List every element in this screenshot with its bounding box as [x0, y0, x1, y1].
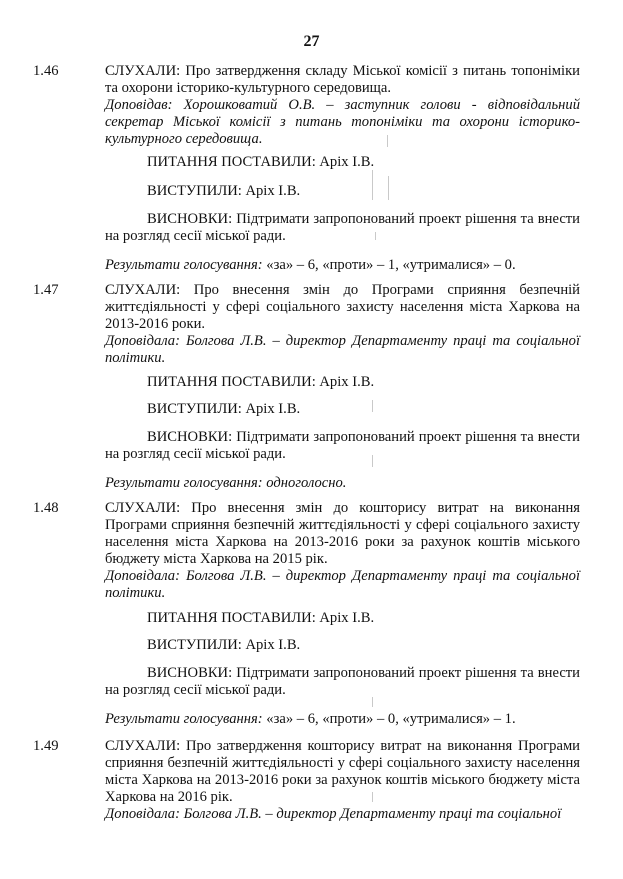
- vote-text: «за» – 6, «проти» – 0, «утрималися» – 1.: [266, 711, 516, 727]
- scan-mark: [375, 232, 376, 240]
- heard-label: СЛУХАЛИ:: [105, 63, 181, 79]
- questions-line: ПИТАННЯ ПОСТАВИЛИ: Аріх І.В.: [147, 374, 375, 390]
- page-number: 27: [303, 33, 320, 50]
- conclusions-paragraph: ВИСНОВКИ: Підтримати запропонований проект рішення та внести на розгляд сесії міської ради.: [105, 665, 580, 698]
- heard-paragraph: [105, 282, 580, 333]
- speaker-paragraph: [105, 333, 580, 367]
- questions-line: ПИТАННЯ ПОСТАВИЛИ: Аріх І.В.: [147, 610, 375, 626]
- item-number: 1.46: [33, 63, 59, 79]
- spoke-line: ВИСТУПИЛИ: Аріх І.В.: [147, 637, 301, 653]
- spoke-line: ВИСТУПИЛИ: Аріх І.В.: [147, 401, 301, 417]
- vote-label: Результати голосування:: [105, 257, 263, 273]
- scan-mark: [388, 176, 389, 200]
- heard-label: СЛУХАЛИ:: [105, 500, 181, 516]
- scan-mark: [372, 170, 373, 200]
- speaker-text: Хорошковатий О.В. – заступник голови - відповідальний секретар Міської комісії з питань топоніміки та охорони історико-культурного середовища.: [105, 97, 580, 147]
- heard-text: Про затвердження складу Міської комісії з питань топоніміки та охорони історико-культурного середовища.: [105, 63, 580, 96]
- heard-paragraph: [105, 63, 580, 97]
- scan-mark: [372, 792, 373, 802]
- questions-line: ПИТАННЯ ПОСТАВИЛИ: Аріх І.В.: [147, 154, 375, 170]
- speaker-paragraph: [105, 806, 580, 823]
- scan-mark: [372, 697, 373, 707]
- speaker-text: Болгова Л.В. – директор Департаменту праці та соціальної: [183, 806, 562, 822]
- heard-text: Про внесення змін до Програми сприяння безпечній життєдіяльності у сфері соціального захисту населення міста Харкова на 2013-2016 роки.: [105, 282, 580, 332]
- spoke-line: ВИСТУПИЛИ: Аріх І.В.: [147, 183, 301, 199]
- heard-paragraph: [105, 500, 580, 568]
- heard-paragraph: [105, 738, 580, 806]
- vote-result: [105, 475, 580, 492]
- conclusions-paragraph: ВИСНОВКИ: Підтримати запропонований проект рішення та внести на розгляд сесії міської ради.: [105, 211, 580, 244]
- scan-mark: [372, 400, 373, 412]
- heard-text: Про внесення змін до кошторису витрат на виконання Програми сприяння безпечній життєдіяльності у сфері соціального захисту населення міста Харкова на 2013-2016 роки за рахунок коштів міського бюджету міста Харкова на 2015 рік.: [105, 500, 580, 567]
- vote-result: [105, 711, 580, 728]
- speaker-text: Болгова Л.В. – директор Департаменту праці та соціальної політики.: [105, 568, 580, 601]
- vote-label: Результати голосування:: [105, 711, 263, 727]
- speaker-label: Доповідала:: [105, 333, 180, 349]
- heard-label: СЛУХАЛИ:: [105, 282, 181, 298]
- speaker-paragraph: [105, 97, 580, 148]
- heard-text: Про затвердження кошторису витрат на виконання Програми сприяння безпечній життєдіяльності у сфері соціального захисту населення міста Харкова на 2013-2016 роки за рахунок коштів міського бюджету міста Харкова на 2016 рік.: [105, 738, 580, 805]
- item-number: 1.48: [33, 500, 59, 516]
- speaker-label: Доповідав:: [105, 97, 173, 113]
- speaker-label: Доповідала:: [105, 806, 180, 822]
- speaker-label: Доповідала:: [105, 568, 180, 584]
- scan-mark: [387, 135, 388, 147]
- vote-text: «за» – 6, «проти» – 1, «утрималися» – 0.: [266, 257, 516, 273]
- heard-label: СЛУХАЛИ:: [105, 738, 181, 754]
- vote-text: одноголосно.: [266, 475, 347, 491]
- item-number: 1.49: [33, 738, 59, 754]
- vote-label: Результати голосування:: [105, 475, 263, 491]
- conclusions-paragraph: ВИСНОВКИ: Підтримати запропонований проект рішення та внести на розгляд сесії міської ради.: [105, 429, 580, 462]
- vote-result: [105, 257, 580, 274]
- scan-mark: [372, 455, 373, 467]
- speaker-text: Болгова Л.В. – директор Департаменту праці та соціальної політики.: [105, 333, 580, 366]
- item-number: 1.47: [33, 282, 59, 298]
- speaker-paragraph: [105, 568, 580, 602]
